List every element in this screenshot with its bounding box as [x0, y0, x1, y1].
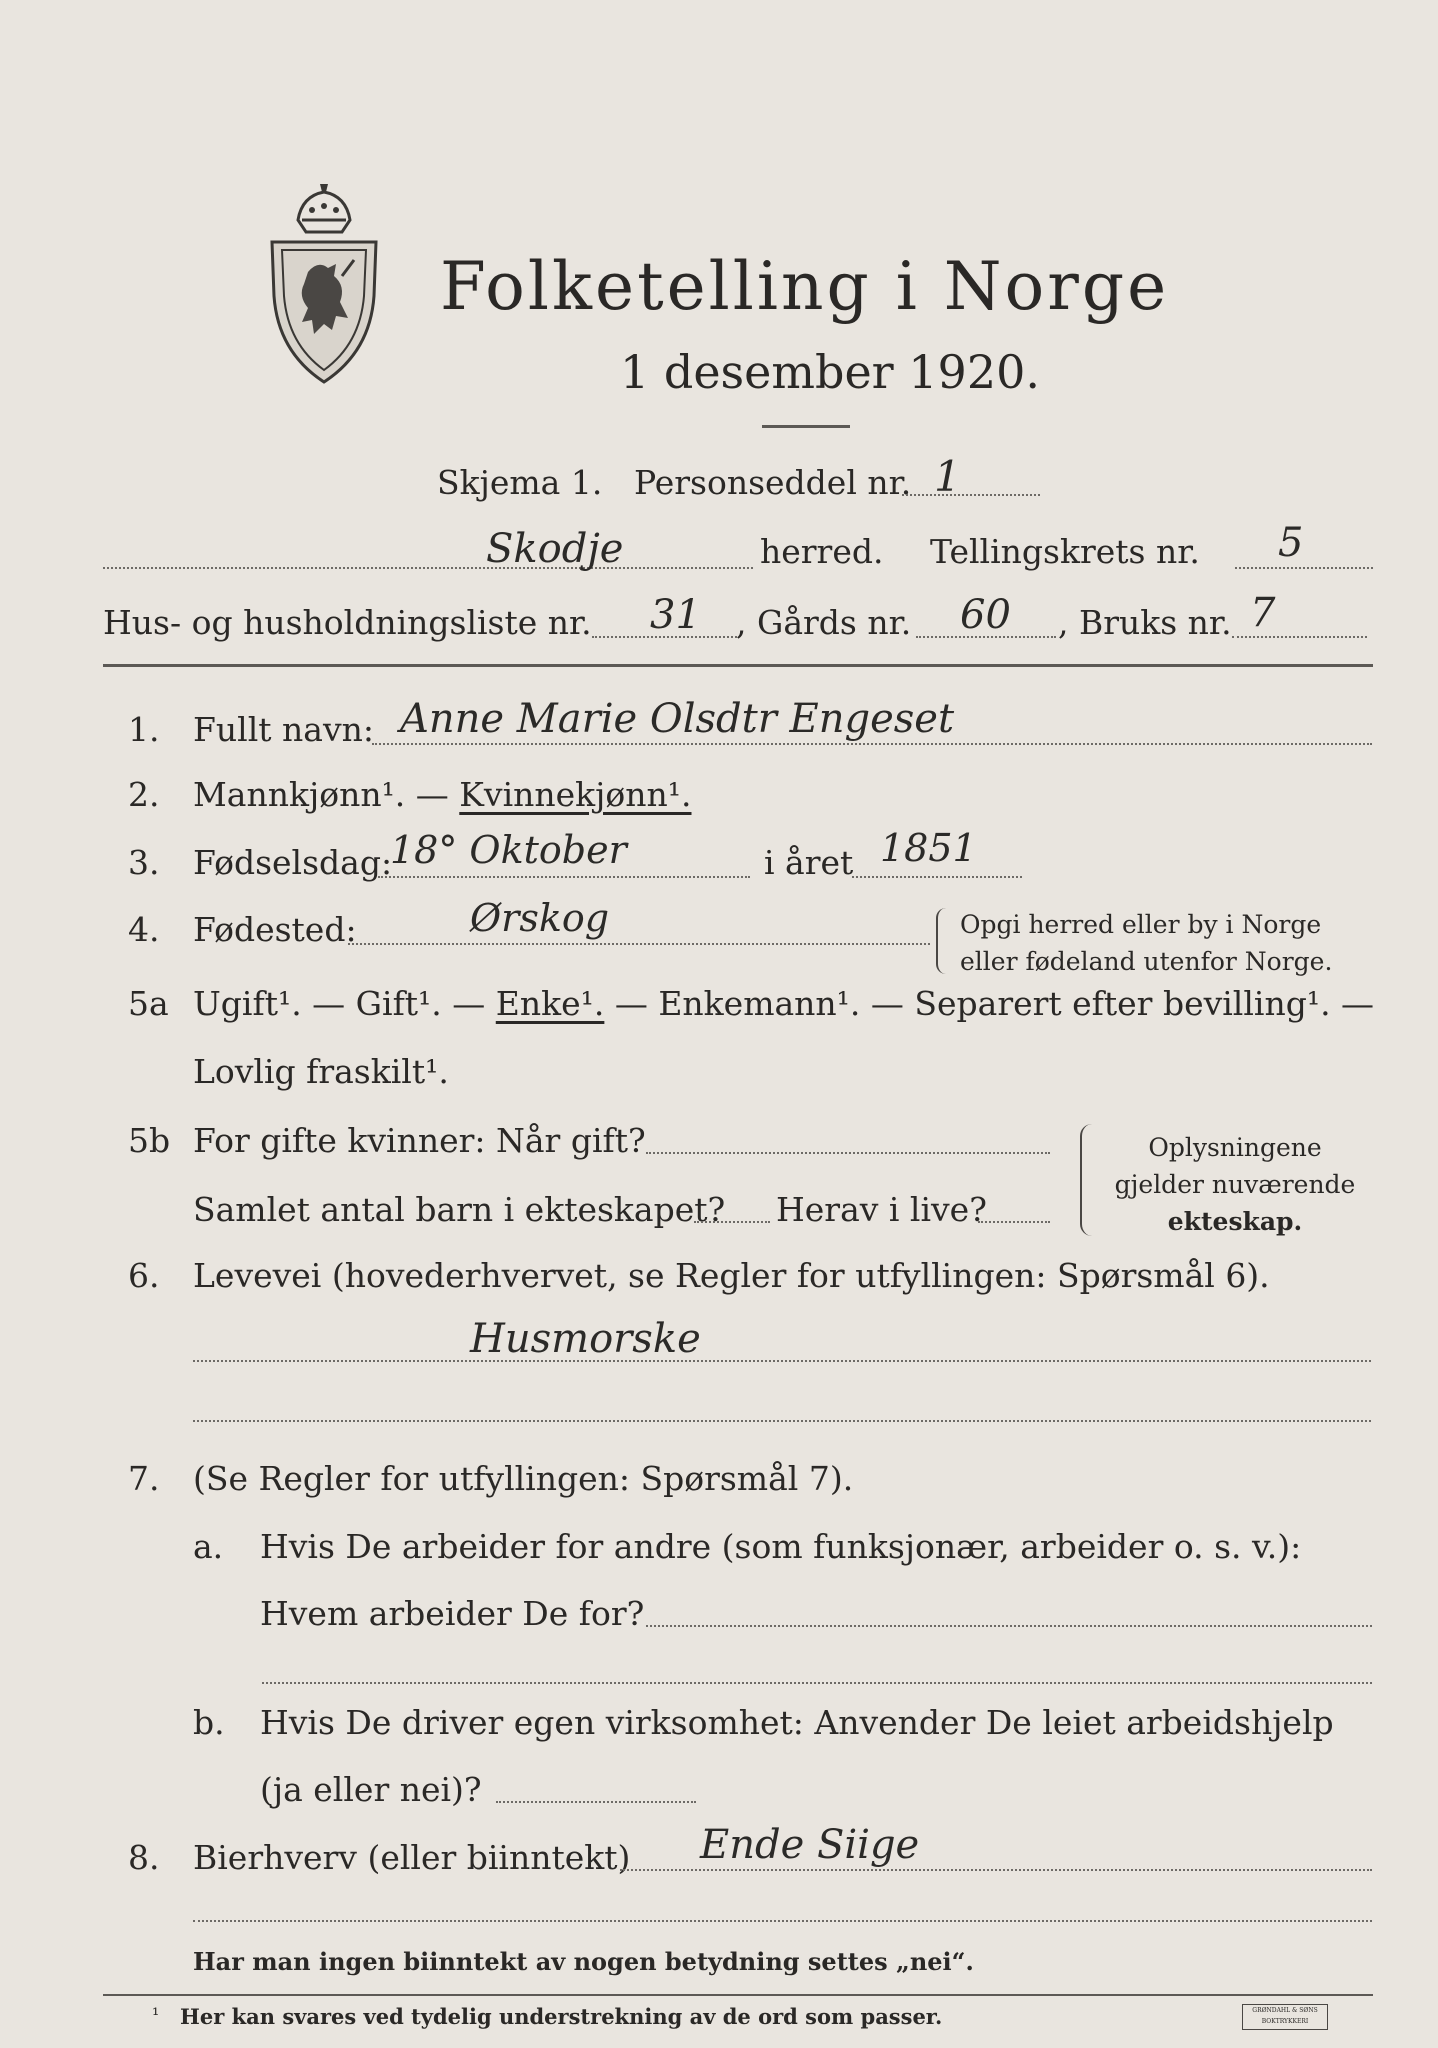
q7b-letter: b.: [193, 1703, 225, 1742]
q3-value: 18° Oktober: [390, 828, 627, 872]
q5b-alive-label: Herav i live?: [776, 1190, 987, 1229]
q7-number: 7.: [128, 1459, 160, 1498]
q6-label: Levevei (hovederhvervet, se Regler for utfyllingen: Spørsmål 6).: [193, 1256, 1270, 1295]
tellingskrets-line: [1235, 567, 1373, 569]
q4-label: Fødested:: [193, 910, 357, 949]
q8-line-2: [193, 1920, 1372, 1922]
personseddel-label: Personseddel nr.: [634, 463, 912, 502]
q2-number: 2.: [128, 775, 160, 814]
q3-label: Fødselsdag:: [193, 843, 393, 882]
q8-number: 8.: [128, 1838, 160, 1877]
q7b-text: Hvis De driver egen virksomhet: Anvender De leiet arbeidshjelp: [260, 1703, 1334, 1742]
q3-year-value: 1851: [880, 826, 977, 870]
q7-label: (Se Regler for utfyllingen: Spørsmål 7).: [193, 1459, 854, 1498]
bruks-label: , Bruks nr.: [1058, 603, 1232, 642]
form-title: Folketelling i Norge: [440, 248, 1170, 325]
personseddel-line: [902, 494, 1040, 496]
q2-male-option: Mannkjønn¹. —: [193, 775, 460, 814]
q8-line-1: [620, 1869, 1372, 1871]
q3-year-label: i året: [764, 843, 854, 882]
herred-label: herred.: [760, 532, 884, 571]
gards-value: 60: [960, 592, 1011, 638]
q7b-line: [496, 1801, 696, 1803]
q6-value: Husmorske: [470, 1316, 701, 1362]
footer-note: Har man ingen biinntekt av nogen betydning settes „nei“.: [193, 1947, 974, 1976]
hus-value: 31: [650, 592, 701, 638]
q4-note-2: eller fødeland utenfor Norge.: [960, 947, 1333, 976]
footnote-text: Her kan svares ved tydelig understrekning av de ord som passer.: [180, 2004, 943, 2029]
tellingskrets-value: 5: [1278, 520, 1304, 566]
q6-line-2: [193, 1420, 1371, 1422]
title-divider: [762, 425, 850, 428]
q7a-text: Hvis De arbeider for andre (som funksjonær, arbeider o. s. v.):: [260, 1527, 1302, 1566]
q5a-other-options: — Enkemann¹. — Separert efter bevilling¹. —: [604, 984, 1375, 1023]
q1-line: [372, 743, 1372, 745]
q4-line: [348, 943, 930, 945]
q6-line-1: [193, 1360, 1371, 1362]
q3-number: 3.: [128, 843, 160, 882]
q1-number: 1.: [128, 710, 160, 749]
q7a-question: Hvem arbeider De for?: [260, 1594, 645, 1633]
gards-label: , Gårds nr.: [736, 603, 912, 642]
q5b-children-line: [694, 1221, 770, 1223]
q5a-divorced-option: Lovlig fraskilt¹.: [193, 1052, 449, 1091]
q1-value: Anne Marie Olsdtr Engeset: [400, 696, 955, 742]
tellingskrets-label: Tellingskrets nr.: [930, 532, 1200, 571]
q3-year-line: [852, 876, 1022, 878]
personseddel-value: 1: [934, 452, 961, 501]
q5b-note-2: gjelder nuværende: [1114, 1170, 1356, 1199]
q7b-question: (ja eller nei)?: [260, 1770, 482, 1809]
q4-note-1: Opgi herred eller by i Norge: [960, 910, 1322, 939]
footer-divider: [103, 1994, 1373, 1996]
q8-value: Ende Siige: [700, 1822, 920, 1868]
hus-label: Hus- og husholdningsliste nr.: [103, 603, 592, 642]
q5a-unmarried-married: Ugift¹. — Gift¹. —: [193, 984, 496, 1023]
q1-label: Fullt navn:: [193, 710, 374, 749]
bruks-value: 7: [1250, 590, 1276, 636]
q5b-brace: [1080, 1124, 1096, 1236]
q4-brace: [936, 908, 952, 974]
q7a-letter: a.: [193, 1527, 224, 1566]
coat-of-arms-icon: [262, 176, 386, 388]
q4-value: Ørskog: [470, 896, 610, 940]
footnote-mark: ¹: [152, 2005, 160, 2026]
q5b-children-label: Samlet antal barn i ekteskapet?: [193, 1190, 726, 1229]
q5a-options: [193, 984, 1374, 1023]
q5b-alive-line: [978, 1221, 1050, 1223]
q2-female-option: Kvinnekjønn¹.: [459, 775, 692, 814]
header-divider: [103, 664, 1373, 667]
q4-number: 4.: [128, 910, 160, 949]
q3-date-line: [378, 876, 750, 878]
bruks-line: [1232, 636, 1367, 638]
q5b-married-when: For gifte kvinner: Når gift?: [193, 1121, 646, 1160]
q8-label: Bierhverv (eller biinntekt): [193, 1838, 631, 1877]
q6-number: 6.: [128, 1256, 160, 1295]
q5b-note-3: ekteskap.: [1167, 1207, 1303, 1236]
q5b-married-line: [646, 1152, 1050, 1154]
q5b-note-1: Oplysningene: [1148, 1133, 1322, 1162]
q2-label: [193, 775, 692, 814]
q5a-widow-option: Enke¹.: [495, 984, 605, 1023]
herred-value: Skodje: [486, 526, 624, 572]
q7a-line-1: [646, 1625, 1372, 1627]
q5b-number: 5b: [128, 1121, 171, 1160]
skjema-label: Skjema 1.: [437, 463, 603, 502]
herred-line: [103, 567, 753, 569]
printer-stamp: GRØNDAHL & SØNS BOKTRYKKERI: [1242, 2004, 1328, 2030]
census-date: 1 desember 1920.: [620, 345, 1040, 399]
q5a-number: 5a: [128, 984, 169, 1023]
q7a-line-2: [262, 1682, 1372, 1684]
